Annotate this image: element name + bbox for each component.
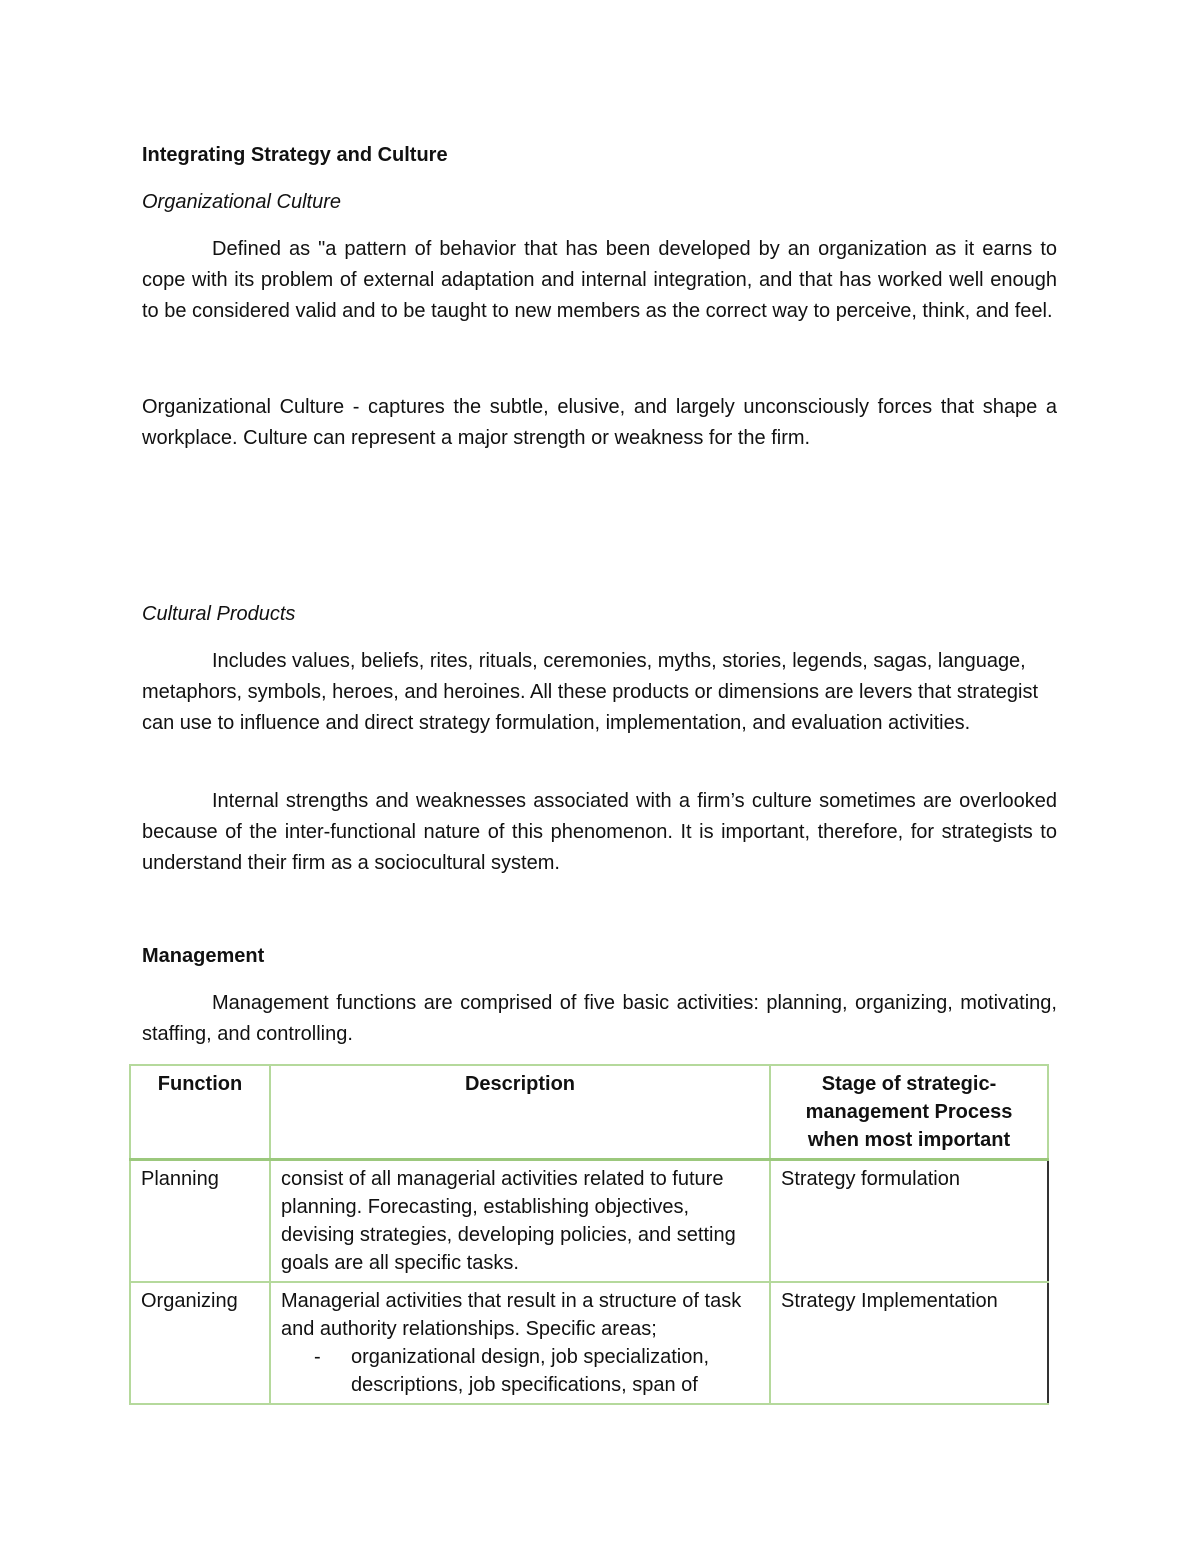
header-stage: Stage of strategic-management Process when most important xyxy=(770,1065,1048,1160)
list-item xyxy=(314,1343,759,1399)
cell-description xyxy=(270,1282,770,1404)
org-culture-definition: Defined as "a pattern of behavior that has been developed by an organization as it earns to cope with its problem of external adaptation and internal integration, and that has worked well enough to be considered valid and to be taught to new members as the correct way to perceive, think, and feel. xyxy=(142,238,1057,322)
cultural-products-paragraph: Includes values, beliefs, rites, rituals, ceremonies, myths, stories, legends, sagas, language, metaphors, symbols, heroes, and heroines. All these products or dimensions are levers that strategist can use to influence and direct strategy formulation, implementation, and evaluation activities. xyxy=(142,650,1039,734)
cell-description: consist of all managerial activities related to future planning. Forecasting, establishing objectives, devising strategies, developing policies, and setting goals are all specific tasks. xyxy=(270,1160,770,1283)
org-culture-heading: Organizational Culture xyxy=(142,191,341,213)
table-row xyxy=(130,1160,1048,1283)
culture-strengths-paragraph: Internal strengths and weaknesses associated with a firm’s culture sometimes are overlooked because of the inter-functional nature of this phenomenon. It is important, therefore, for strategists to understand their firm as a sociocultural system. xyxy=(142,790,1057,874)
document-title: Integrating Strategy and Culture xyxy=(142,144,448,166)
description-bullet-list xyxy=(281,1343,759,1399)
header-description: Description xyxy=(270,1065,770,1160)
list-item-text: organizational design, job specialization, descriptions, job specifications, span of xyxy=(351,1346,710,1396)
table-row xyxy=(130,1282,1048,1404)
cell-stage: Strategy Implementation xyxy=(770,1282,1048,1404)
cell-function: Organizing xyxy=(130,1282,270,1404)
cultural-products-heading: Cultural Products xyxy=(142,603,296,625)
management-functions-table xyxy=(129,1064,1049,1405)
cell-stage: Strategy formulation xyxy=(770,1160,1048,1283)
org-culture-summary: Organizational Culture - captures the subtle, elusive, and largely unconsciously forces that shape a workplace. Culture can represent a major strength or weakness for the firm. xyxy=(142,396,1057,449)
header-function: Function xyxy=(130,1065,270,1160)
cell-function: Planning xyxy=(130,1160,270,1283)
table-header-row xyxy=(130,1065,1048,1160)
management-heading: Management xyxy=(142,945,265,967)
management-intro: Management functions are comprised of five basic activities: planning, organizing, motivating, staffing, and controlling. xyxy=(142,992,1057,1045)
cell-description-text: Managerial activities that result in a structure of task and authority relationships. Specific areas; xyxy=(281,1290,742,1340)
dash-bullet-mark: - xyxy=(314,1346,321,1368)
